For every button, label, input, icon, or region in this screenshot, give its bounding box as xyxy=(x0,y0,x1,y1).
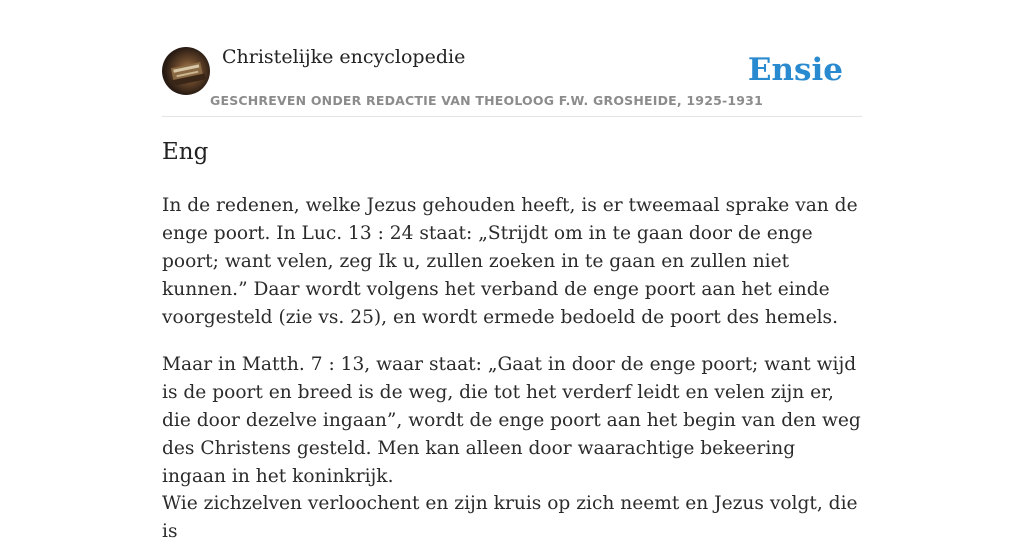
entry-paragraph: In de redenen, welke Jezus gehouden heeft, is er tweemaal sprake van de enge poort. In Luc. 13 : 24 staat: „Strijdt om in te gaan door de enge poort; want velen, zeg Ik u, zullen zoeken in te gaan en zullen niet kunnen.” Daar wordt volgens het verband de enge poort aan het einde voorgesteld (zie vs. 25), en wordt ermede bedoeld de poort des hemels. xyxy=(162,195,858,328)
book-cover-thumbnail[interactable] xyxy=(162,47,210,95)
book-subtitle: GESCHREVEN ONDER REDACTIE VAN THEOLOOG F.W. GROSHEIDE, 1925-1931 xyxy=(210,93,763,108)
brand-logo-link[interactable]: Ensie xyxy=(747,52,843,88)
book-cover-image xyxy=(162,47,210,95)
book-header xyxy=(162,46,862,117)
entry-title: Eng xyxy=(162,139,209,165)
book-title[interactable]: Christelijke encyclopedie xyxy=(222,46,466,68)
entry-paragraph: Maar in Matth. 7 : 13, waar staat: „Gaat in door de enge poort; want wijd is de poort en breed is de weg, die tot het verderf leidt en velen zijn er, die door dezelve ingaan”, wordt de enge poort aan het begin van den weg des Christens gesteld. Men kan alleen door waarachtige bekeering ingaan in het koninkrijk. xyxy=(162,354,861,487)
entry-paragraph: Wie zichzelven verloochent en zijn kruis op zich neemt en Jezus volgt, die is xyxy=(162,493,858,542)
